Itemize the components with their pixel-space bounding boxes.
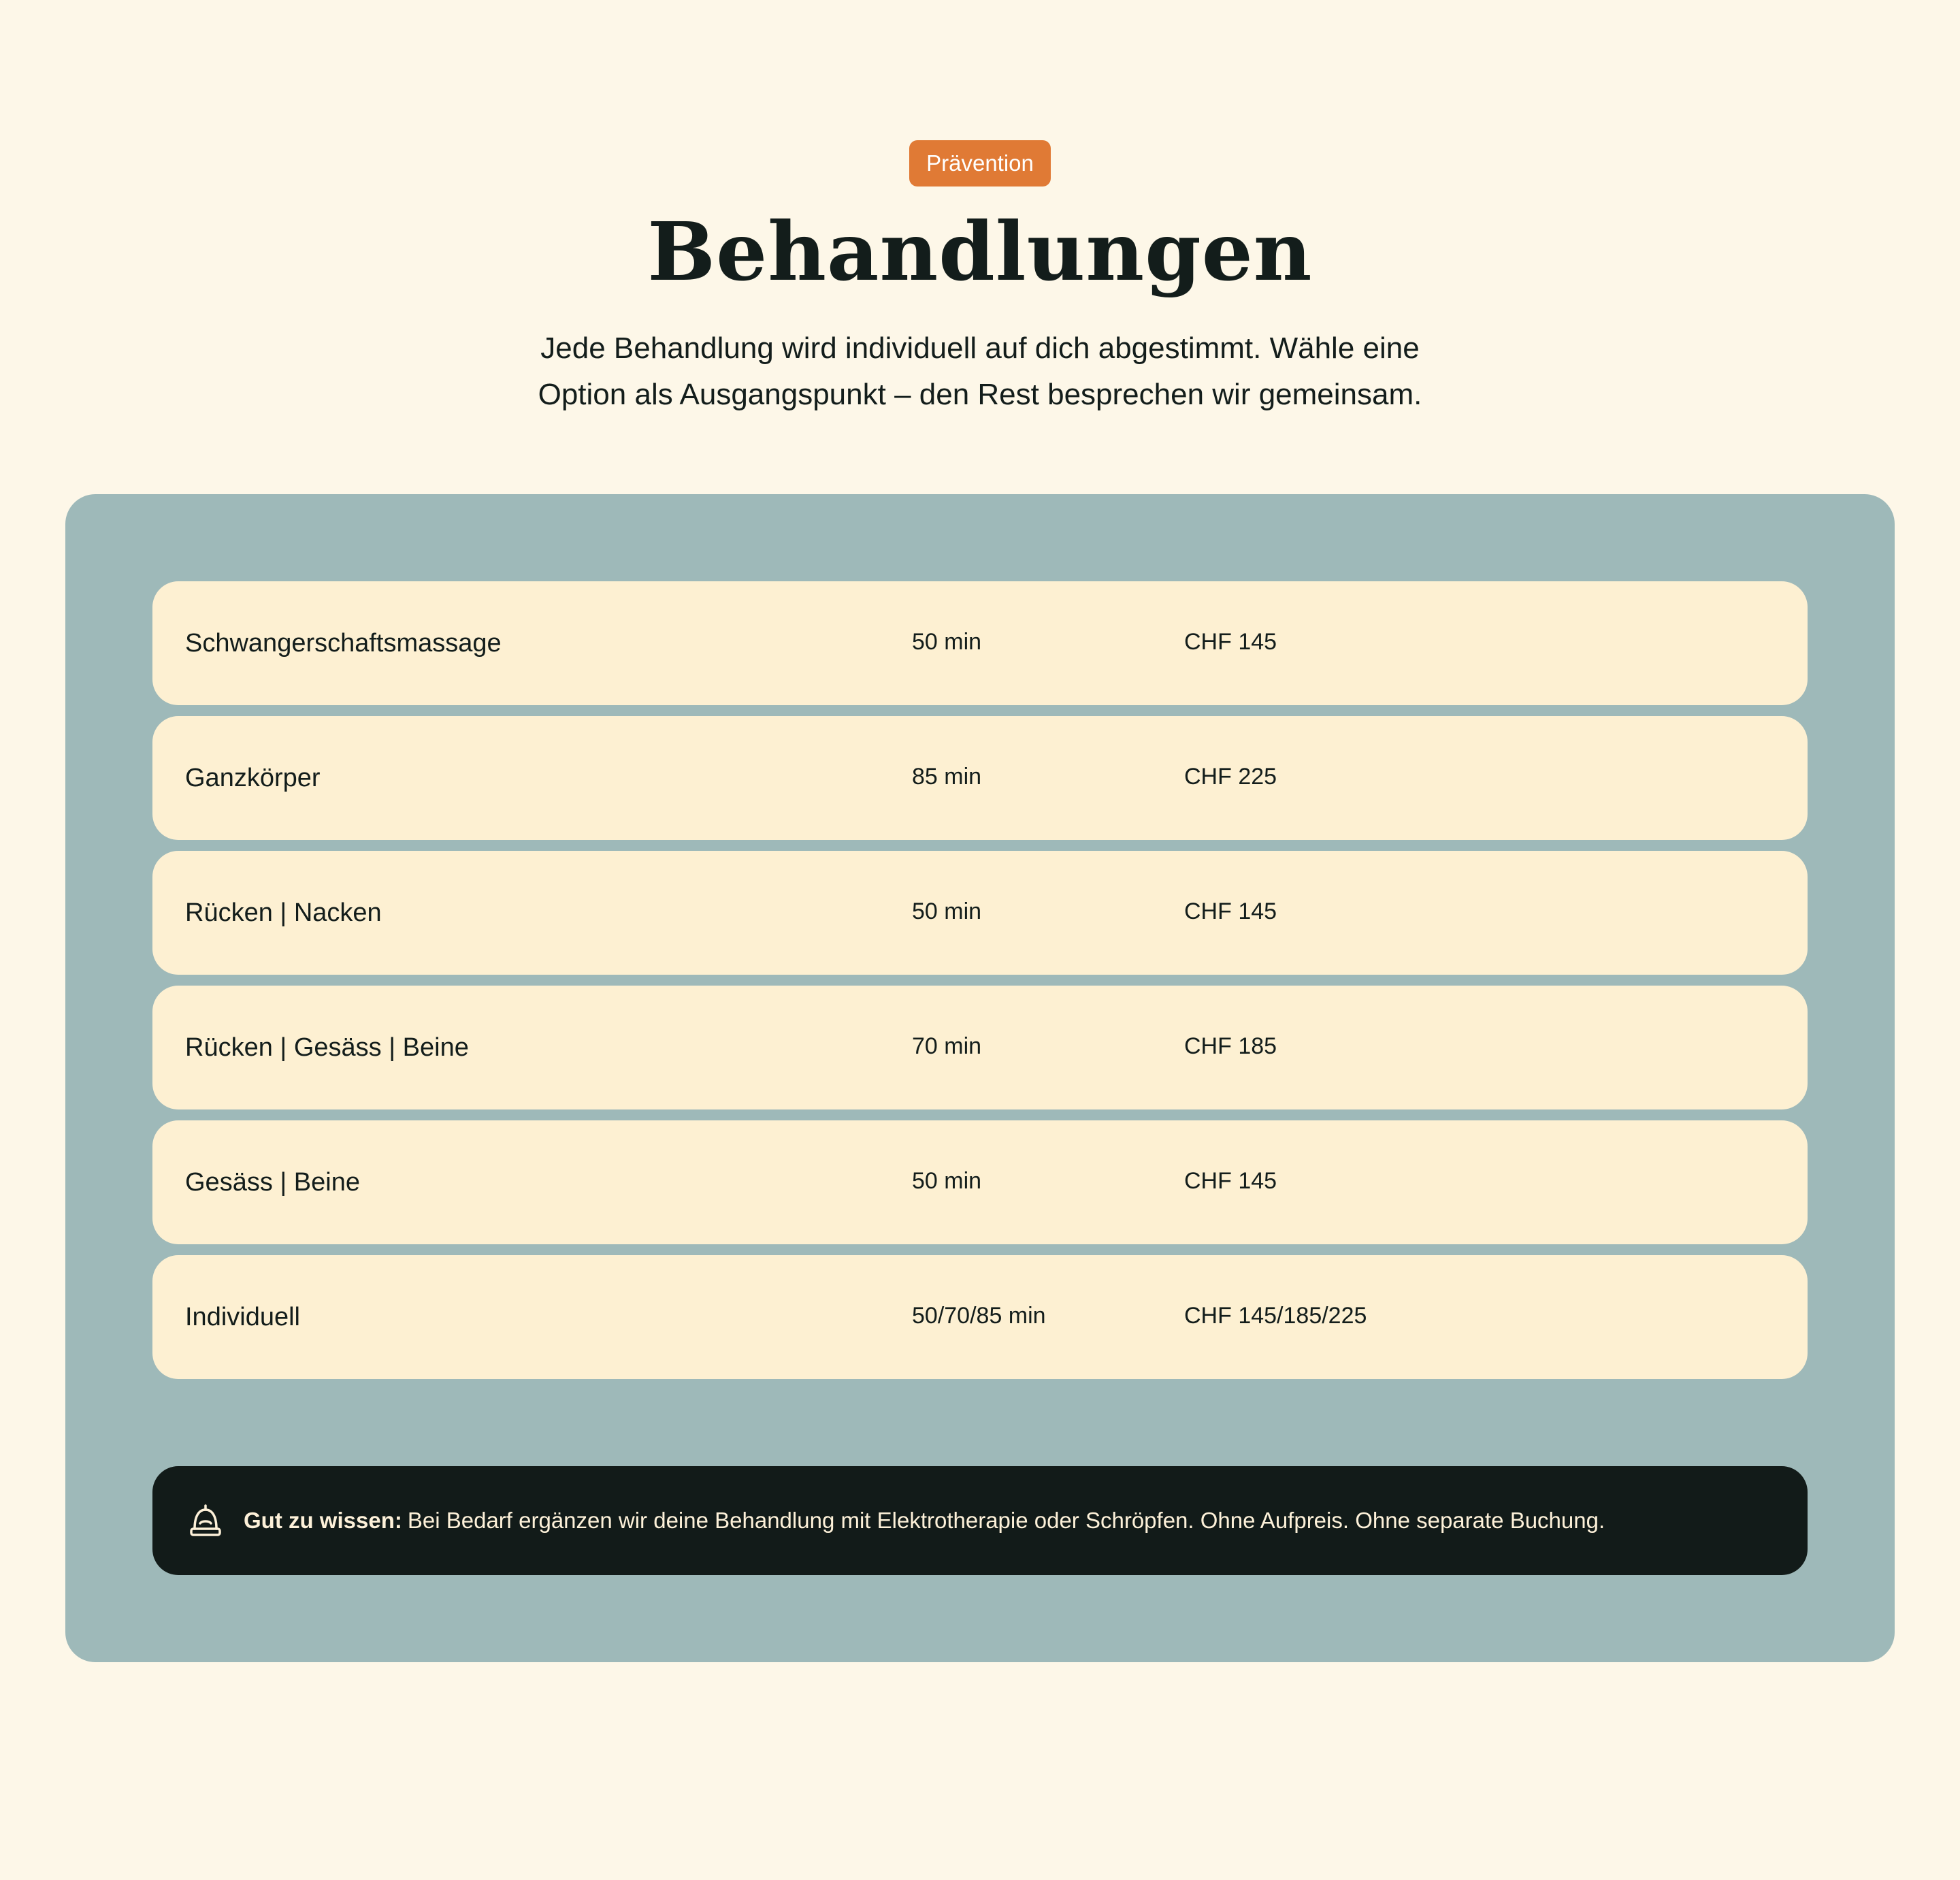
treatment-row[interactable] [152,581,1808,705]
treatment-price: CHF 145 [1184,1167,1277,1194]
category-badge: Prävention [909,140,1051,187]
treatment-name: Individuell [185,1302,300,1331]
treatment-duration: 50/70/85 min [912,1302,1046,1329]
treatment-name: Rücken | Nacken [185,898,382,927]
info-note [152,1466,1808,1575]
treatment-duration: 50 min [912,898,982,924]
treatment-price: CHF 185 [1184,1033,1277,1059]
note-label: Gut zu wissen: [244,1508,402,1533]
treatments-list [152,581,1808,1390]
cupping-icon [186,1502,225,1540]
treatment-price: CHF 145 [1184,628,1277,655]
treatment-row[interactable] [152,851,1808,975]
subtitle-line-2: Option als Ausgangspunkt – den Rest besprechen wir gemeinsam. [538,378,1422,411]
treatment-name: Schwangerschaftsmassage [185,628,502,658]
treatment-duration: 50 min [912,1167,982,1194]
note-text: Bei Bedarf ergänzen wir deine Behandlung mit Elektrotherapie oder Schröpfen. Ohne Aufpreis. Ohne separate Buchung. [407,1508,1605,1533]
treatment-price: CHF 145 [1184,898,1277,924]
treatment-duration: 70 min [912,1033,982,1059]
treatment-duration: 50 min [912,628,982,655]
treatment-name: Rücken | Gesäss | Beine [185,1033,469,1062]
treatment-name: Gesäss | Beine [185,1167,361,1197]
treatment-name: Ganzkörper [185,763,321,792]
treatment-row[interactable] [152,986,1808,1109]
page-title: Behandlungen [647,204,1313,299]
treatment-price: CHF 225 [1184,763,1277,790]
treatment-price: CHF 145/185/225 [1184,1302,1367,1329]
page-subtitle [436,325,1524,418]
treatment-row[interactable] [152,716,1808,840]
treatment-row[interactable] [152,1255,1808,1379]
treatment-row[interactable] [152,1120,1808,1244]
subtitle-line-1: Jede Behandlung wird individuell auf dich abgestimmt. Wähle eine [540,331,1420,365]
treatments-panel [65,494,1895,1662]
treatment-duration: 85 min [912,763,982,790]
